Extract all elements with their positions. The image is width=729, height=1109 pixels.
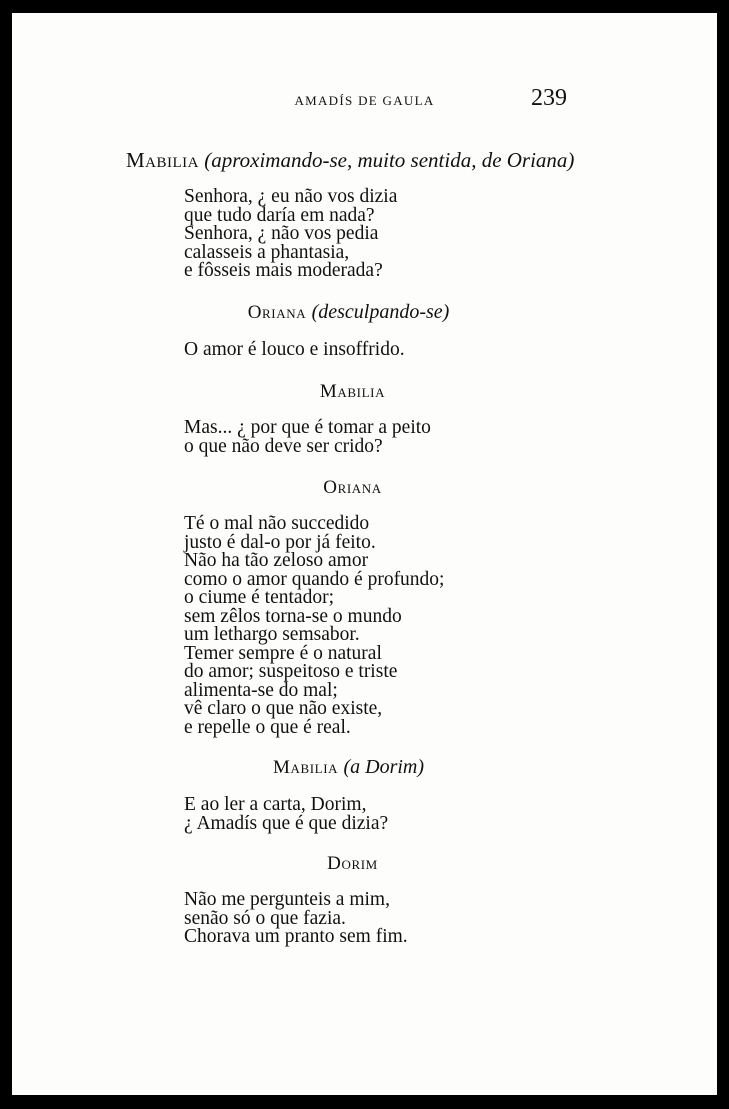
verse-stanza — [184, 515, 444, 737]
verse-line: Senhora, ¿ eu não vos dizia — [184, 186, 398, 207]
direction-text: (aproximando-se, muito sentida, de Oriana) — [204, 148, 575, 172]
speaker-name: Mabilia — [272, 757, 339, 778]
verse-stanza — [184, 188, 397, 281]
verse-line: Té o mal não succedido — [184, 513, 370, 534]
verse-line: E ao ler a carta, Dorim, — [184, 794, 367, 815]
verse-stanza — [184, 796, 388, 833]
speaker-heading — [0, 301, 701, 324]
verse-line: senão só o que fazia. — [184, 907, 346, 929]
verse-line: como o amor quando é profundo; — [184, 568, 445, 590]
speaker-heading — [0, 756, 701, 779]
verse-stanza — [184, 341, 405, 360]
book-page — [12, 13, 717, 1095]
verse-line: justo é dal-o por já feito. — [184, 531, 376, 553]
verse-line: e repelle o que é real. — [184, 716, 351, 738]
speaker-name: Oriana — [247, 302, 307, 323]
speaker-name: Mabilia — [126, 148, 199, 172]
verse-line: alimenta-se do mal; — [184, 679, 338, 701]
verse-line: O amor é louco e insoffrido. — [184, 339, 405, 360]
verse-line: Senhora, ¿ não vos pedia — [184, 223, 379, 244]
speaker-heading — [0, 381, 705, 403]
speaker-name: Oriana — [323, 477, 382, 498]
direction-text: (desculpando-se) — [311, 301, 450, 323]
verse-line: Não me pergunteis a mim, — [184, 889, 390, 910]
verse-line: sem zêlos torna-se o mundo — [184, 605, 402, 627]
verse-line: um lethargo semsabor. — [184, 624, 360, 645]
verse-line: Não ha tão zeloso amor — [184, 550, 369, 571]
verse-line: Chorava um pranto sem fim. — [184, 926, 408, 947]
verse-line: ¿ Amadís que é que dizia? — [184, 812, 389, 834]
verse-stanza — [184, 891, 408, 947]
verse-line: que tudo daría em nada? — [184, 204, 375, 226]
page-number: 239 — [531, 85, 567, 111]
verse-line: calasseis a phantasia, — [184, 241, 350, 263]
verse-line: Mas... ¿ por que é tomar a peito — [184, 417, 431, 438]
verse-stanza — [184, 419, 431, 456]
verse-line: do amor; suspeitoso e triste — [184, 661, 398, 682]
speaker-name: Dorim — [327, 853, 378, 874]
speaker-heading — [0, 477, 705, 499]
verse-line: e fôsseis mais moderada? — [184, 260, 383, 281]
running-title: AMADÍS DE GAULA — [294, 93, 435, 108]
stage-direction — [126, 148, 574, 173]
verse-line: o ciume é tentador; — [184, 587, 334, 608]
verse-line: vê claro o que não existe, — [184, 698, 383, 719]
direction-text: (a Dorim) — [343, 756, 425, 778]
speaker-name: Mabilia — [319, 381, 386, 402]
speaker-heading — [0, 853, 705, 875]
verse-line: o que não deve ser crido? — [184, 435, 383, 457]
verse-line: Temer sempre é o natural — [184, 642, 382, 664]
